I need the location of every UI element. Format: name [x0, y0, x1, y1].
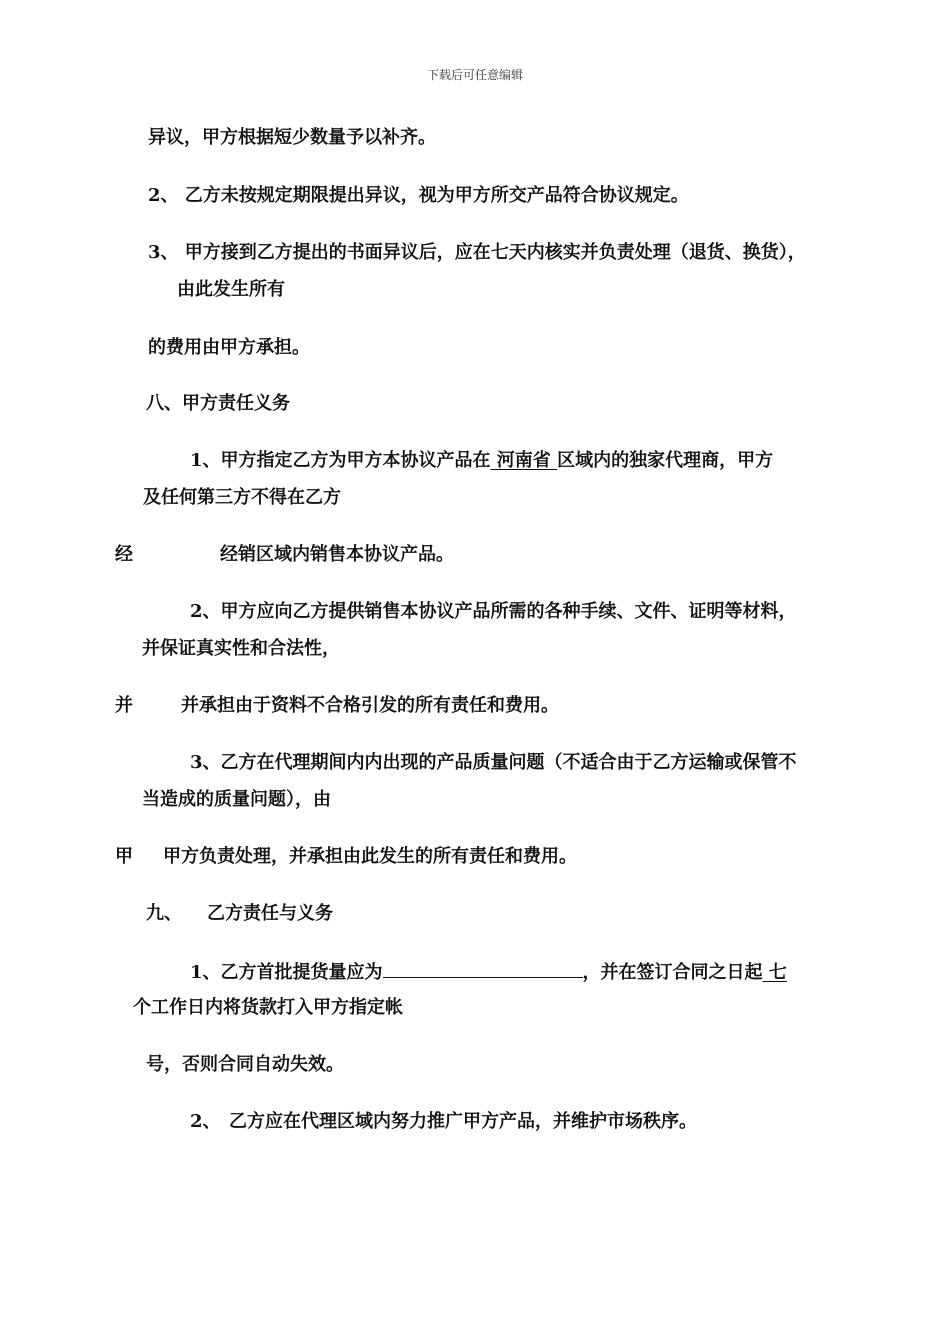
- clause-line: 异议，甲方根据短少数量予以补齐。: [148, 127, 436, 148]
- clause-8-1-cont2: 经销区域内销售本协议产品。: [220, 544, 454, 565]
- clause-8-1-cont: 及任何第三方不得在乙方: [143, 487, 341, 508]
- clause-7-3-cont: 由此发生所有: [177, 279, 285, 300]
- clause-9-1-cont: 个工作日内将货款打入甲方指定帐: [133, 997, 403, 1018]
- clause-9-2: 乙方应在代理区域内努力推广甲方产品，并维护市场秩序。: [229, 1111, 697, 1132]
- quantity-blank: [383, 959, 583, 978]
- page-header-note: 下载后可任意编辑: [426, 68, 523, 82]
- clause-8-3-indent-char: 甲: [115, 846, 133, 867]
- clause-8-2-indent-char: 并: [115, 695, 133, 716]
- clause-7-2: 2、 乙方未按规定期限提出异议，视为甲方所交产品符合协议规定。: [148, 185, 689, 206]
- days-filled-blank: 七: [762, 962, 787, 983]
- clause-8-3-cont2: 甲方负责处理，并承担由此发生的所有责任和费用。: [163, 846, 577, 867]
- clause-9-1-text-b: ，并在签订合同之日起: [582, 962, 763, 983]
- clause-8-2: 2、甲方应向乙方提供销售本协议产品所需的各种手续、文件、证明等材料，: [190, 601, 797, 622]
- clause-7-3-cont2: 的费用由甲方承担。: [148, 337, 310, 358]
- clause-8-1-text-b: 区域内的独家代理商，甲方: [557, 450, 774, 471]
- clause-8-2-cont2: 并承担由于资料不合格引发的所有责任和费用。: [181, 695, 559, 716]
- region-filled-blank: 河南省: [490, 450, 558, 471]
- clause-8-1-text-a: 1、甲方指定乙方为甲方本协议产品在: [190, 450, 491, 471]
- clause-9-2-number: 2、: [190, 1111, 221, 1132]
- section-8-heading: 八、甲方责任义务: [146, 393, 290, 414]
- clause-8-1: [190, 449, 773, 473]
- section-9-number: 九、: [146, 903, 182, 924]
- clause-8-3-cont: 当造成的质量问题），由: [142, 789, 331, 810]
- clause-9-1-text-a: 1、乙方首批提货量应为: [190, 962, 383, 983]
- clause-9-1: [190, 959, 787, 985]
- clause-8-1-indent-char: 经: [115, 544, 133, 565]
- section-9-heading: 乙方责任与义务: [207, 903, 333, 924]
- clause-8-2-cont: 并保证真实性和合法性，: [142, 638, 340, 659]
- clause-7-3: 3、 甲方接到乙方提出的书面异议后，应在七天内核实并负责处理（退货、换货），: [148, 242, 806, 263]
- clause-9-1-cont2: 号，否则合同自动失效。: [146, 1054, 344, 1075]
- clause-8-3: 3、乙方在代理期间内内出现的产品质量问题（不适合由于乙方运输或保管不: [190, 752, 797, 773]
